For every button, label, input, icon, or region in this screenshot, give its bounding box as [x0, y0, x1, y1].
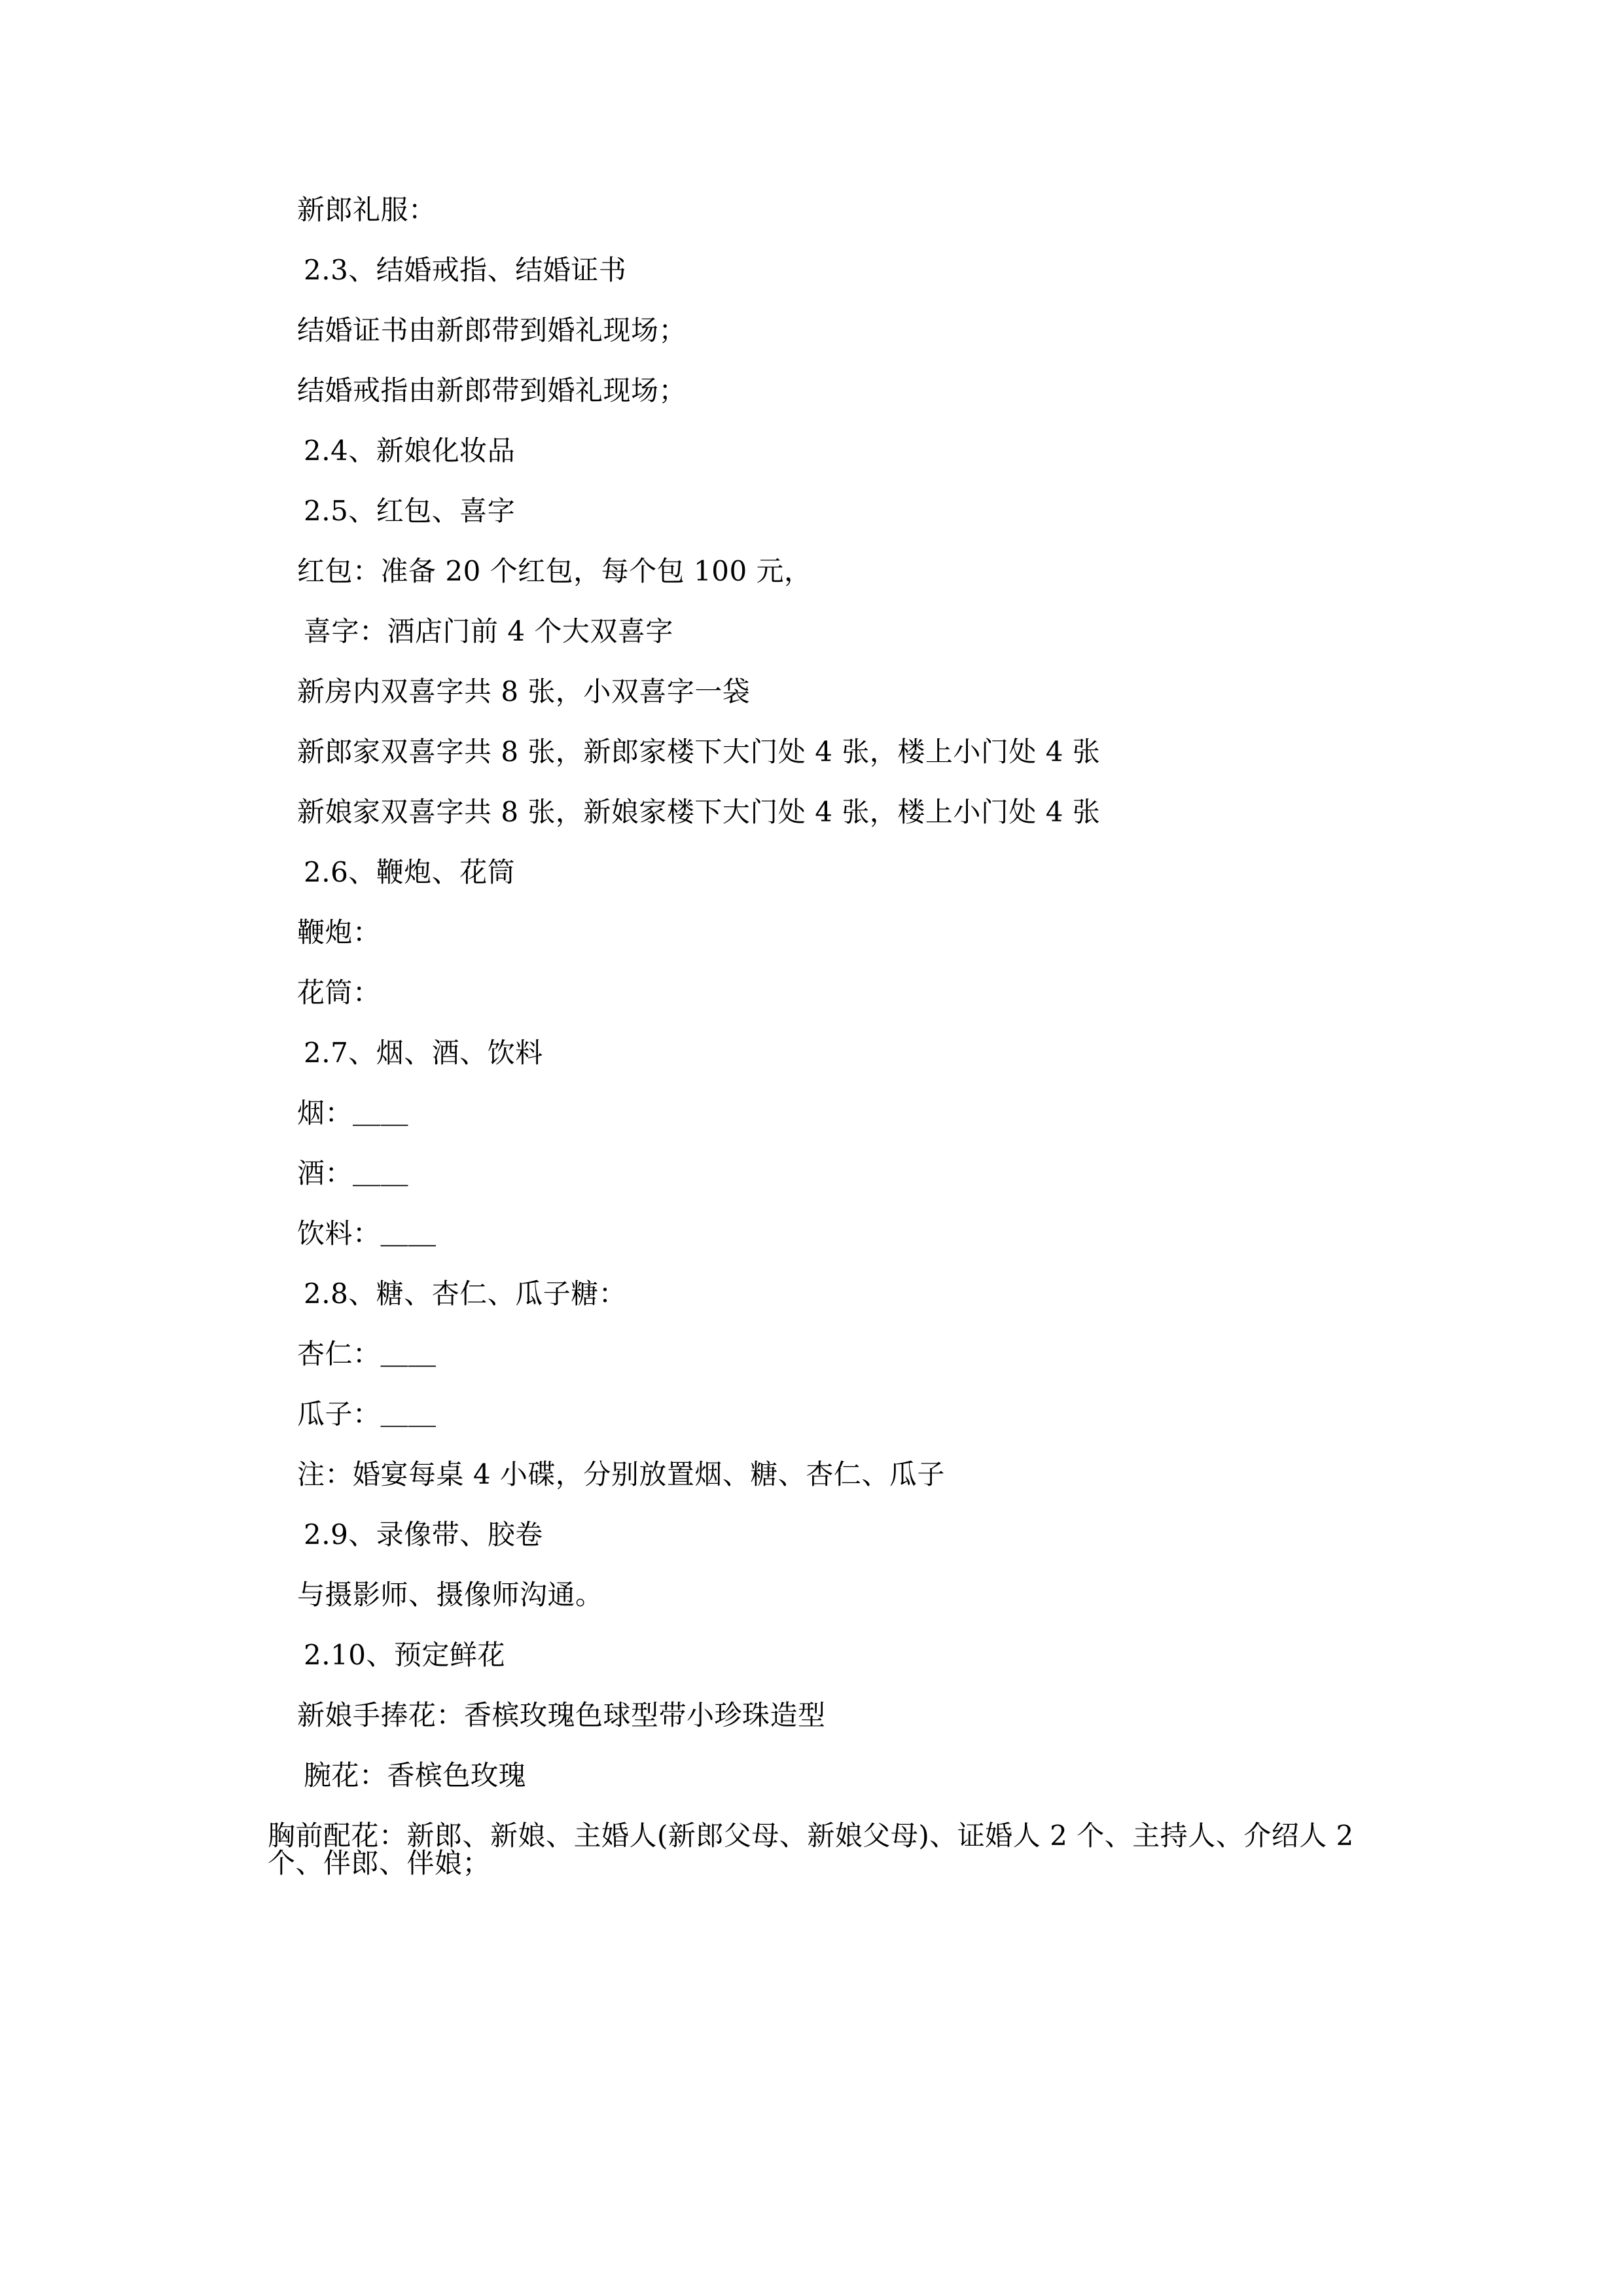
paragraph: 新郎礼服： [297, 194, 437, 226]
paragraph: 2.3、结婚戒指、结婚证书 [304, 254, 627, 286]
paragraph: 与摄影师、摄像师沟通。 [297, 1579, 603, 1611]
paragraph: 新娘手捧花：香槟玫瑰色球型带小珍珠造型 [297, 1699, 826, 1731]
paragraph: 结婚证书由新郎带到婚礼现场； [297, 314, 687, 346]
paragraph: 2.6、鞭炮、花筒 [304, 856, 516, 888]
paragraph: 2.7、烟、酒、饮料 [304, 1037, 543, 1069]
paragraph: 2.5、红包、喜字 [304, 495, 516, 527]
paragraph: 腕花：香槟色玫瑰 [304, 1759, 527, 1791]
paragraph: 喜字：酒店门前 4 个大双喜字 [304, 615, 673, 647]
paragraph: 瓜子：＿＿ [297, 1398, 437, 1430]
paragraph: 新房内双喜字共 8 张，小双喜字一袋 [297, 675, 751, 708]
paragraph: 胸前配花：新郎、新娘、主婚人(新郎父母、新娘父母)、证婚人 2 个、主持人、介绍人 2 个、伴郎、伴娘； [268, 1820, 1363, 1879]
paragraph: 新娘家双喜字共 8 张，新娘家楼下大门处 4 张，楼上小门处 4 张 [297, 796, 1101, 828]
paragraph: 花筒： [297, 977, 381, 1009]
paragraph: 饮料：＿＿ [297, 1217, 437, 1249]
paragraph: 结婚戒指由新郎带到婚礼现场； [297, 374, 687, 406]
paragraph: 2.8、糖、杏仁、瓜子糖： [304, 1278, 627, 1310]
paragraph: 红包：准备 20 个红包，每个包 100 元， [297, 555, 812, 587]
document-body [268, 194, 1407, 1879]
paragraph: 鞭炮： [297, 916, 381, 948]
paragraph: 杏仁：＿＿ [297, 1338, 437, 1370]
paragraph: 2.10、预定鲜花 [304, 1639, 506, 1671]
paragraph: 2.4、新娘化妆品 [304, 435, 516, 467]
paragraph: 新郎家双喜字共 8 张，新郎家楼下大门处 4 张，楼上小门处 4 张 [297, 736, 1101, 768]
paragraph: 烟：＿＿ [297, 1097, 409, 1129]
paragraph: 注：婚宴每桌 4 小碟，分别放置烟、糖、杏仁、瓜子 [297, 1458, 945, 1490]
paragraph: 酒：＿＿ [297, 1157, 409, 1189]
paragraph: 2.9、录像带、胶卷 [304, 1518, 543, 1551]
